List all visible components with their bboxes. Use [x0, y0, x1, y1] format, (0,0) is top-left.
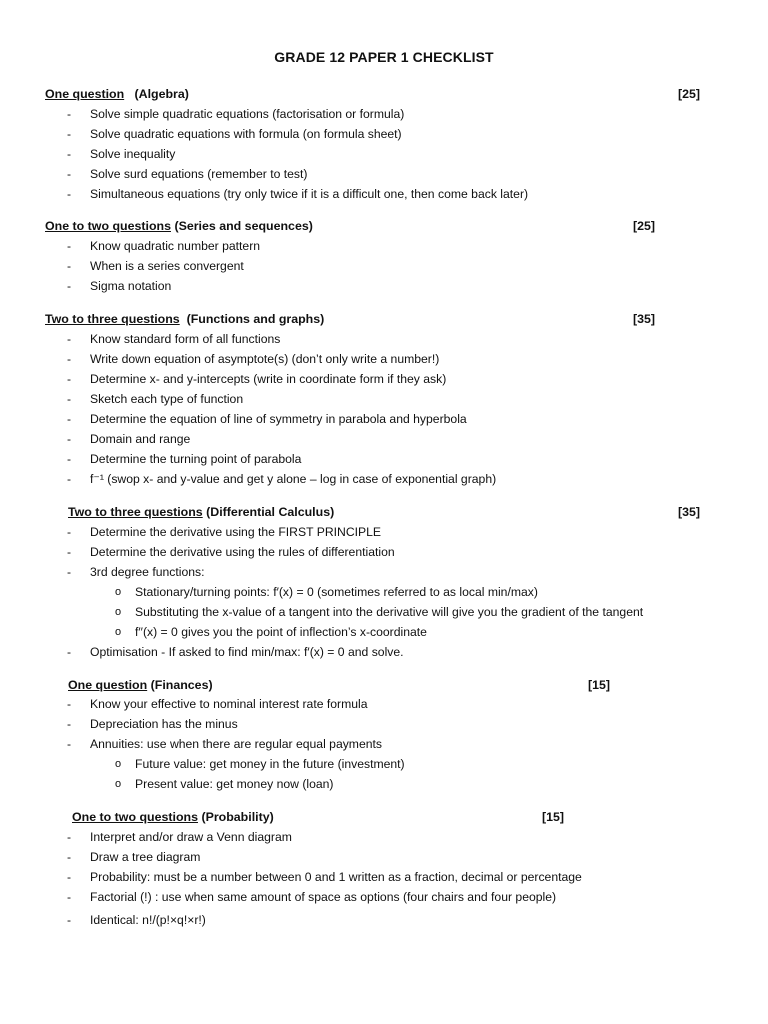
list-item: - Know quadratic number pattern [67, 239, 261, 253]
list-item: - Sketch each type of function [67, 392, 244, 406]
list-item: - Determine the equation of line of symmetry in parabola and hyperbola [67, 412, 467, 426]
marks: [25] [633, 219, 656, 233]
section-calculus [68, 502, 768, 522]
list-item: - Factorial (!) : use when same amount of space as options (four chairs and four people) [67, 890, 557, 904]
topic: (Differential Calculus) [206, 505, 335, 519]
list-item: - Determine x- and y-intercepts (write in coordinate form if they ask) [67, 372, 447, 386]
section-finances [68, 675, 768, 695]
list-item: - Simultaneous equations (try only twice if it is a difficult one, then come back later) [67, 187, 529, 201]
series-list [45, 236, 745, 296]
list-item: - Write down equation of asymptote(s) (don’t only write a number!) [67, 352, 440, 366]
algebra-list [45, 104, 745, 204]
marks: [15] [588, 678, 611, 692]
list-item: - Sigma notation [67, 279, 172, 293]
section-heading [45, 309, 745, 329]
section-probability [72, 807, 768, 827]
marks: [15] [542, 810, 565, 824]
list-item: - Solve simple quadratic equations (factorisation or formula) [67, 107, 405, 121]
section-heading [45, 216, 745, 236]
calculus-list [45, 522, 745, 662]
sub-list-item: o Present value: get money now (loan) [115, 777, 334, 791]
list-item: - Domain and range [67, 432, 191, 446]
section-series [45, 216, 745, 236]
list-item: - Determine the turning point of parabola [67, 452, 302, 466]
marks: [35] [678, 505, 701, 519]
list-item: - When is a series convergent [67, 259, 244, 273]
question-count: Two to three questions [68, 505, 203, 519]
identical-formula: Identical: n!/(p!×q!×r!) [90, 913, 206, 927]
list-item: - Determine the derivative using the FIRST PRINCIPLE [67, 525, 382, 539]
list-item: - Determine the derivative using the rules of differentiation [67, 545, 395, 559]
list-item: - Depreciation has the minus [67, 717, 238, 731]
list-item: - f⁻¹ (swop x- and y-value and get y alone – log in case of exponential graph) [67, 472, 497, 486]
question-count: One question [68, 678, 148, 692]
sub-list-item: o Future value: get money in the future (investment) [115, 757, 405, 771]
sub-list-item: o Substituting the x-value of a tangent into the derivative will give you the gradient of the tangent [115, 605, 644, 619]
list-item: - Draw a tree diagram [67, 850, 201, 864]
finances-list [45, 694, 745, 794]
list-item: - Solve inequality [67, 147, 176, 161]
list-item: - Know standard form of all functions [67, 332, 281, 346]
section-heading [45, 84, 745, 104]
question-count: One to two questions [72, 810, 198, 824]
topic: (Series and sequences) [174, 219, 313, 233]
list-item: - Annuities: use when there are regular equal payments [67, 737, 383, 751]
section-heading [68, 502, 768, 522]
section-heading [68, 675, 768, 695]
question-count: One to two questions [45, 219, 171, 233]
probability-list [45, 827, 745, 933]
list-item: - Know your effective to nominal interest rate formula [67, 697, 368, 711]
page-title: GRADE 12 PAPER 1 CHECKLIST [274, 49, 494, 65]
list-item: - Interpret and/or draw a Venn diagram [67, 830, 292, 844]
section-algebra [45, 84, 745, 104]
list-item: - Optimisation - If asked to find min/max: f′(x) = 0 and solve. [67, 645, 404, 659]
marks: [25] [678, 87, 701, 101]
list-item: - 3rd degree functions: [67, 565, 205, 579]
list-item: - Identical: n!/(p!×q!×r!) [45, 907, 745, 933]
sub-list-item: o f′′(x) = 0 gives you the point of inflection’s x-coordinate [115, 625, 427, 639]
sub-list-item: o Stationary/turning points: f′(x) = 0 (sometimes referred to as local min/max) [115, 585, 538, 599]
topic: (Algebra) [134, 87, 189, 101]
section-heading [72, 807, 768, 827]
topic: (Functions and graphs) [186, 312, 325, 326]
functions-list [45, 329, 745, 489]
section-functions [45, 309, 745, 329]
list-item: - Solve quadratic equations with formula (on formula sheet) [67, 127, 402, 141]
question-count: One question [45, 87, 125, 101]
list-item: - Probability: must be a number between 0 and 1 written as a fraction, decimal or percentage [67, 870, 582, 884]
topic: (Finances) [150, 678, 213, 692]
topic: (Probability) [201, 810, 274, 824]
question-count: Two to three questions [45, 312, 180, 326]
list-item: - Solve surd equations (remember to test) [67, 167, 308, 181]
marks: [35] [633, 312, 656, 326]
